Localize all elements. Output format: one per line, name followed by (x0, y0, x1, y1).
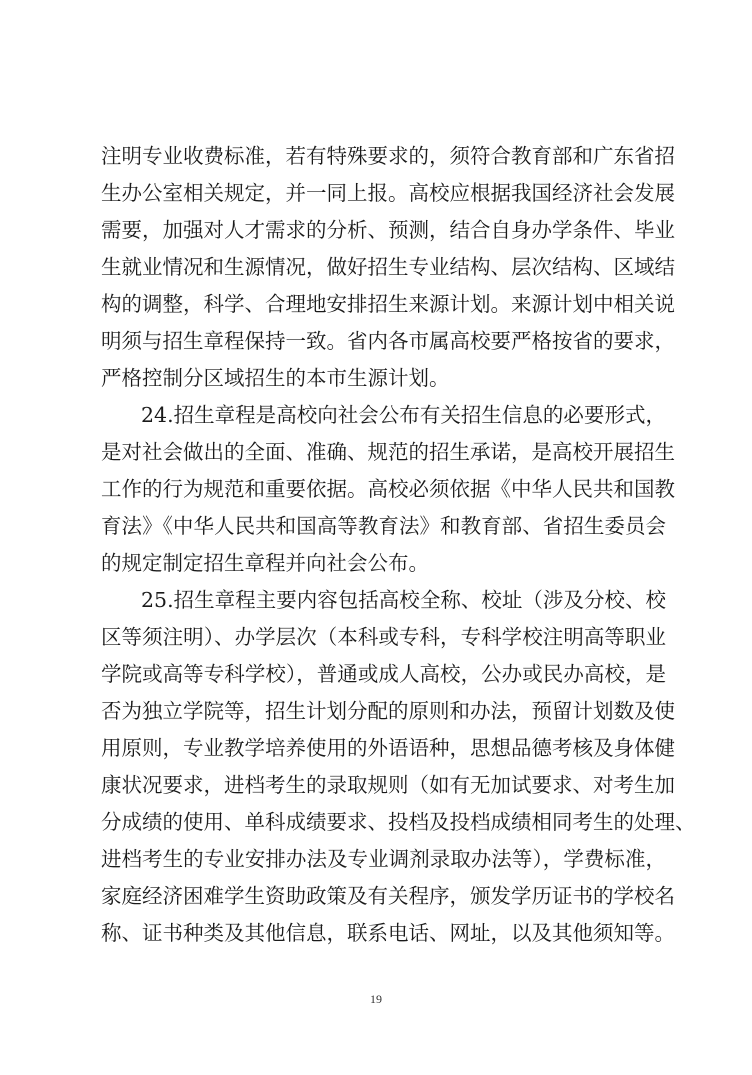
text-line: 称、证书种类及其他信息，联系电话、网址，以及其他须知等。 (101, 921, 675, 945)
text-line: 构的调整，科学、合理地安排招生来源计划。来源计划中相关说 (101, 292, 675, 316)
text-line: 区等须注明）、办学层次（本科或专科，专科学校注明高等职业 (101, 625, 666, 649)
text-line: 注明专业收费标准，若有特殊要求的，须符合教育部和广东省招 (101, 144, 675, 168)
paragraph-24-start: 24.招生章程是高校向社会公布有关招生信息的必要形式， (141, 403, 666, 427)
text-line: 严格控制分区域招生的本市生源计划。 (101, 366, 450, 390)
text-line: 育法》《中华人民共和国高等教育法》和教育部、省招生委员会 (101, 514, 666, 538)
text-line: 家庭经济困难学生资助政策及有关程序，颁发学历证书的学校名 (101, 884, 675, 908)
text-line: 是对社会做出的全面、准确、规范的招生承诺，是高校开展招生 (101, 440, 675, 464)
text-line: 学院或高等专科学校），普通或成人高校，公办或民办高校，是 (101, 662, 666, 686)
text-line: 生办公室相关规定，并一同上报。高校应根据我国经济社会发展 (101, 181, 675, 205)
paragraph-25-start: 25.招生章程主要内容包括高校全称、校址（涉及分校、校 (141, 588, 666, 612)
text-line: 生就业情况和生源情况，做好招生专业结构、层次结构、区域结 (101, 255, 675, 279)
text-line: 用原则，专业教学培养使用的外语语种，思想品德考核及身体健 (101, 736, 675, 760)
text-line: 进档考生的专业安排办法及专业调剂录取办法等），学费标准， (101, 847, 666, 871)
text-line: 的规定制定招生章程并向社会公布。 (101, 551, 429, 575)
text-line: 明须与招生章程保持一致。省内各市属高校要严格按省的要求， (101, 329, 675, 353)
text-line: 康状况要求，进档考生的录取规则（如有无加试要求、对考生加 (101, 773, 675, 797)
text-line: 需要，加强对人才需求的分析、预测，结合自身办学条件、毕业 (101, 218, 675, 242)
text-line: 分成绩的使用、单科成绩要求、投档及投档成绩相同考生的处理、 (101, 810, 696, 834)
page-number: 19 (370, 992, 382, 1006)
text-line: 工作的行为规范和重要依据。高校必须依据《中华人民共和国教 (101, 477, 675, 501)
text-line: 否为独立学院等，招生计划分配的原则和办法，预留计划数及使 (101, 699, 675, 723)
